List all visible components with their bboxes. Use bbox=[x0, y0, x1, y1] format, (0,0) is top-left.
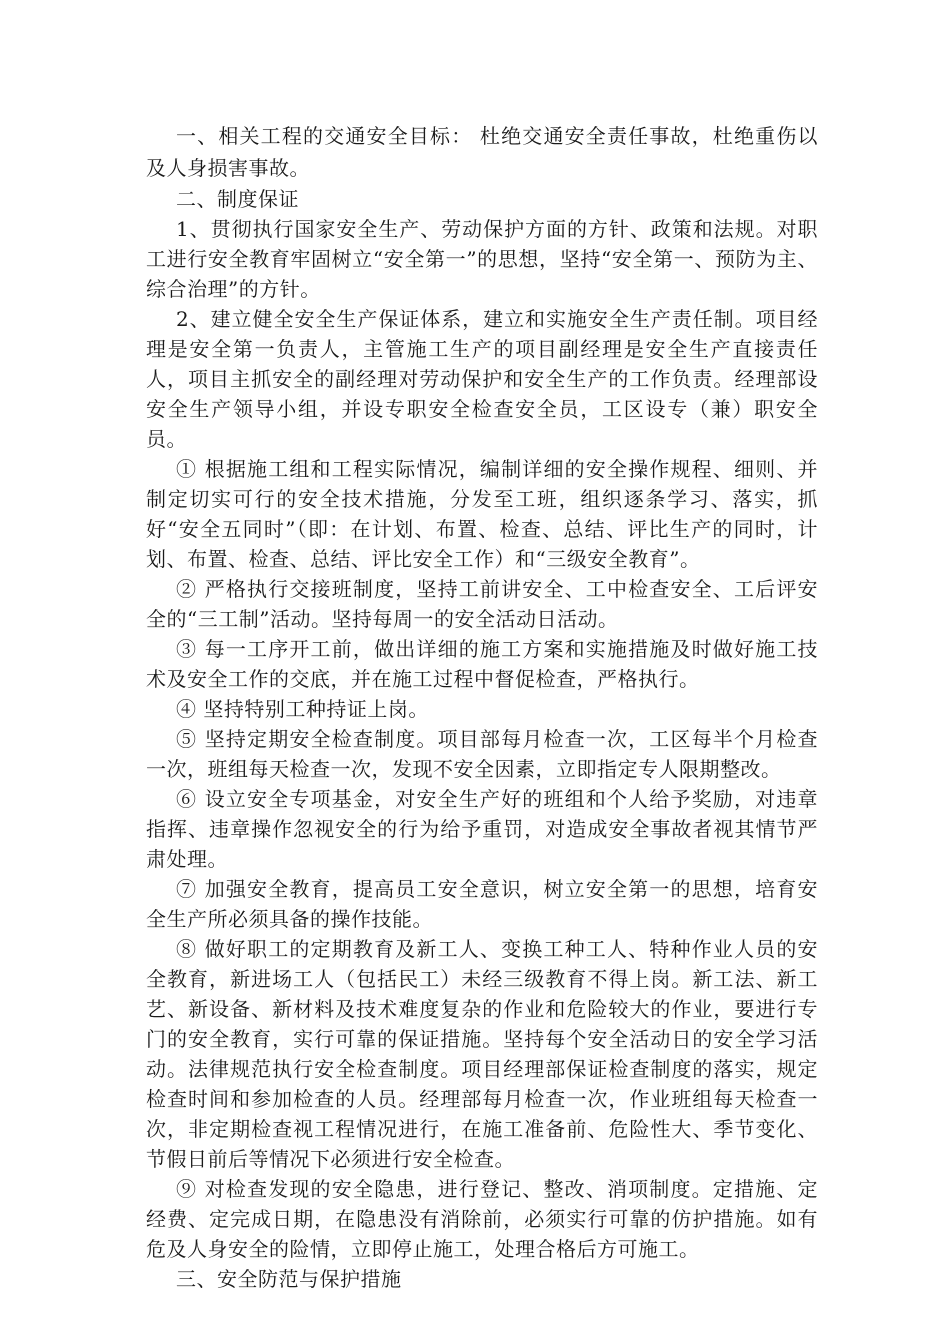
paragraph-policy: 1、贯彻执行国家安全生产、劳动保护方面的方针、政策和法规。对职工进行安全教育牢固树立“安全第一”的思想，坚持“安全第一、预防为主、综合治理”的方针。 bbox=[146, 217, 818, 301]
document-page bbox=[146, 120, 818, 1294]
list-item-2: ② 严格执行交接班制度，坚持工前讲安全、工中检查安全、工后评安全的“三工制”活动。坚持每周一的安全活动日活动。 bbox=[146, 577, 818, 631]
list-item-9: ⑨ 对检查发现的安全隐患，进行登记、整改、消项制度。定措施、定经费、定完成日期，在隐患没有消除前，必须实行可靠的仿护措施。如有危及人身安全的险情，立即停止施工，处理合格后方可施工。 bbox=[146, 1177, 818, 1261]
list-item-7: ⑦ 加强安全教育，提高员工安全意识，树立安全第一的思想，培育安全生产所必须具备的操作技能。 bbox=[146, 877, 818, 931]
list-item-6: ⑥ 设立安全专项基金，对安全生产好的班组和个人给予奖励，对违章指挥、违章操作忽视安全的行为给予重罚，对造成安全事故者视其情节严肃处理。 bbox=[146, 787, 818, 871]
section-heading-safety-measures: 三、安全防范与保护措施 bbox=[176, 1267, 402, 1291]
traffic-safety-goal: 一、相关工程的交通安全目标： 杜绝交通安全责任事故，杜绝重伤以及人身损害事故。 bbox=[146, 124, 818, 180]
paragraph-responsibility-system: 2、建立健全安全生产保证体系，建立和实施安全生产责任制。项目经理是安全第一负责人，主管施工生产的项目副经理是安全生产直接责任人，项目主抓安全的副经理对劳动保护和安全生产的工作负责。经理部设安全生产领导小组，并设专职安全检查安全员，工区设专（兼）职安全员。 bbox=[146, 307, 818, 451]
list-item-8: ⑧ 做好职工的定期教育及新工人、变换工种工人、特种作业人员的安全教育，新进场工人（包括民工）未经三级教育不得上岗。新工法、新工艺、新设备、新材料及技术难度复杂的作业和危险较大的作业，要进行专门的安全教育，实行可靠的保证措施。坚持每个安全活动日的安全学习活动。法律规范执行安全检查制度。项目经理部保证检查制度的落实，规定检查时间和参加检查的人员。经理部每月检查一次，作业班组每天检查一次，非定期检查视工程情况进行，在施工准备前、危险性大、季节变化、节假日前后等情况下必须进行安全检查。 bbox=[146, 937, 818, 1171]
section-heading-system-guarantee: 二、制度保证 bbox=[176, 187, 299, 211]
list-item-1: ① 根据施工组和工程实际情况，编制详细的安全操作规程、细则、并制定切实可行的安全技术措施，分发至工班，组织逐条学习、落实，抓好“安全五同时”（即：在计划、布置、检查、总结、评比生产的同时，计划、布置、检查、总结、评比安全工作）和“三级安全教育”。 bbox=[146, 457, 818, 571]
list-item-3: ③ 每一工序开工前，做出详细的施工方案和实施措施及时做好施工技术及安全工作的交底，并在施工过程中督促检查，严格执行。 bbox=[146, 637, 818, 691]
list-item-5: ⑤ 坚持定期安全检查制度。项目部每月检查一次，工区每半个月检查一次，班组每天检查一次，发现不安全因素，立即指定专人限期整改。 bbox=[146, 727, 818, 781]
list-item-4: ④ 坚持特别工种持证上岗。 bbox=[176, 697, 429, 721]
